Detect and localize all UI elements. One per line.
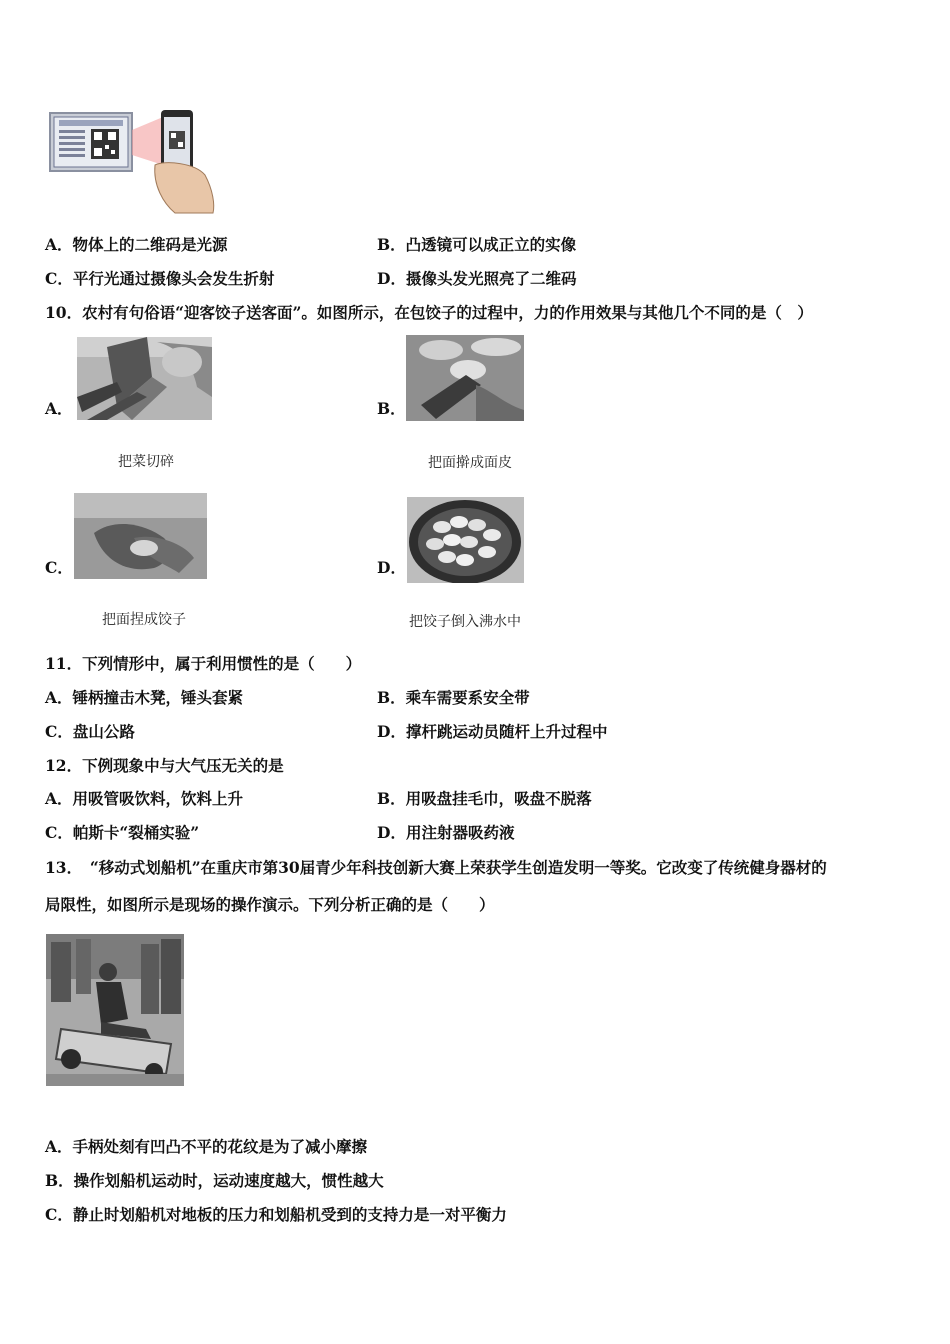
cutting-vegetables-image <box>77 337 212 420</box>
q13-stem-line1: 13． “移动式划船机”在重庆市第30届青少年科技创新大赛上荣获学生创造发明一等奖。它改变了传统健身器材的 <box>45 858 827 877</box>
q10-label-b[interactable]: B． <box>377 399 406 418</box>
q9-option-b[interactable]: B．凸透镜可以成正立的实像 <box>377 235 577 254</box>
q13-stem-line2: 局限性，如图所示是现场的操作演示。下列分析正确的是（ ） <box>45 895 495 914</box>
pinching-dumplings-image <box>74 493 207 579</box>
q10-label-d[interactable]: D． <box>377 558 406 577</box>
q11-option-a[interactable]: A．锤柄撞击木凳，锤头套紧 <box>45 688 244 707</box>
q11-option-b[interactable]: B．乘车需要系安全带 <box>377 688 530 707</box>
q9-option-d[interactable]: D．摄像头发光照亮了二维码 <box>377 269 577 288</box>
q13-option-c[interactable]: C．静止时划船机对地板的压力和划船机受到的支持力是一对平衡力 <box>45 1205 507 1224</box>
q9-option-a[interactable]: A．物体上的二维码是光源 <box>45 235 228 254</box>
q12-option-b[interactable]: B．用吸盘挂毛巾，吸盘不脱落 <box>377 789 592 808</box>
q12-option-a[interactable]: A．用吸管吸饮料，饮料上升 <box>45 789 244 808</box>
rolling-dough-image <box>406 335 524 421</box>
q9-option-c[interactable]: C．平行光通过摄像头会发生折射 <box>45 269 275 288</box>
q13-option-a[interactable]: A．手柄处刻有凹凸不平的花纹是为了减小摩擦 <box>45 1137 368 1156</box>
rowing-machine-image <box>46 934 184 1086</box>
q10-label-a[interactable]: A． <box>45 399 73 418</box>
caption-c: 把面捏成饺子 <box>102 612 186 628</box>
q10-label-c[interactable]: C． <box>45 558 73 577</box>
q12-stem: 12．下例现象中与大气压无关的是 <box>45 756 284 775</box>
dumplings-boiling-image <box>407 497 524 583</box>
q11-option-c[interactable]: C．盘山公路 <box>45 722 135 741</box>
q12-option-d[interactable]: D．用注射器吸药液 <box>377 823 515 842</box>
caption-d: 把饺子倒入沸水中 <box>409 614 521 630</box>
q13-option-b[interactable]: B．操作划船机运动时，运动速度越大，惯性越大 <box>45 1171 384 1190</box>
q10-stem: 10．农村有句俗语“迎客饺子送客面”。如图所示，在包饺子的过程中，力的作用效果与其他几个不同的是（ ） <box>45 303 813 322</box>
qr-code-phone-image <box>45 105 220 215</box>
caption-a: 把菜切碎 <box>118 454 174 470</box>
q11-stem: 11．下列情形中，属于利用惯性的是（ ） <box>45 654 362 673</box>
q12-option-c[interactable]: C．帕斯卡“裂桶实验” <box>45 823 200 842</box>
q11-option-d[interactable]: D．撑杆跳运动员随杆上升过程中 <box>377 722 608 741</box>
caption-b: 把面擀成面皮 <box>428 455 512 471</box>
